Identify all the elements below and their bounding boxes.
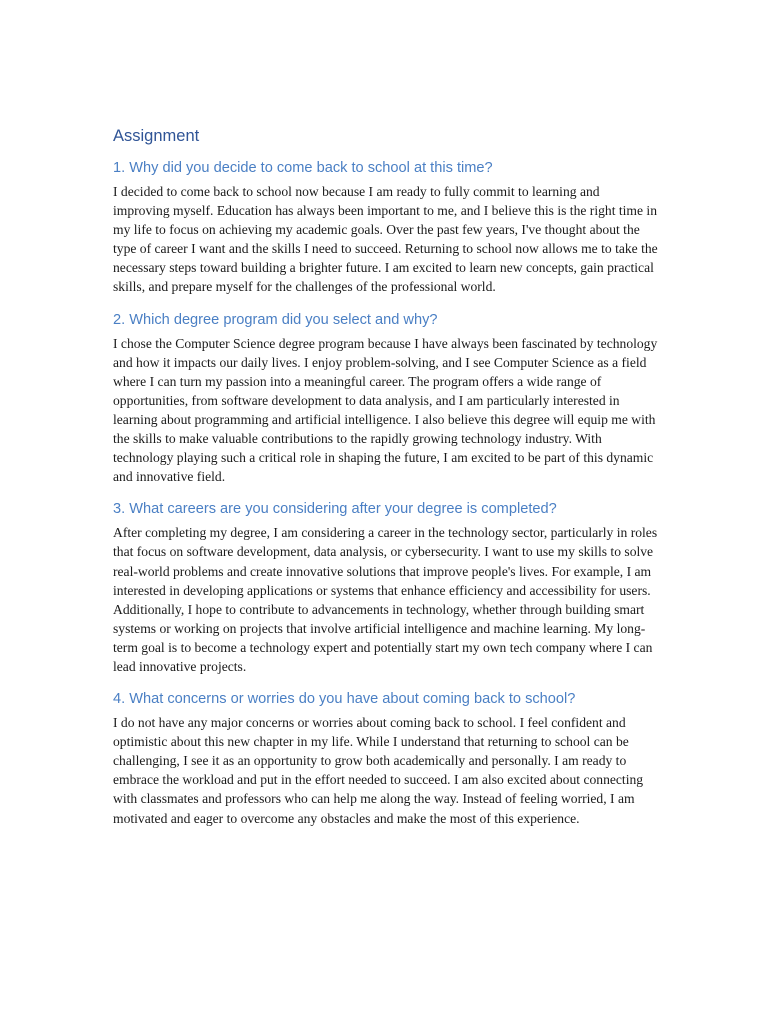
answer-paragraph-2: I chose the Computer Science degree program because I have always been fascinated by technology and how it impacts our daily lives. I enjoy problem-solving, and I see Computer Science as a field where I can turn my passion into a meaningful career. The program offers a wide range of opportunities, from software development to data analysis, and I am particularly interested in learning about programming and artificial intelligence. I also believe this degree will equip me with the skills to make valuable contributions to the rapidly growing technology industry. With technology playing such a critical role in shaping the future, I am excited to be part of this dynamic and innovative field. [113, 335, 658, 485]
question-heading-1: 1. Why did you decide to come back to school at this time? [113, 160, 493, 176]
answer-paragraph-4: I do not have any major concerns or worries about coming back to school. I feel confident and optimistic about this new chapter in my life. While I understand that returning to school can be challenging, I see it as an opportunity to grow both academically and personally. I am ready to embrace the workload and put in the effort needed to succeed. I am also excited about connecting with classmates and professors who can help me along the way. Instead of feeling worried, I am motivated and eager to overcome any obstacles and make the most of this experience. [113, 715, 644, 826]
section-1 [113, 159, 658, 297]
section-3 [113, 500, 658, 676]
answer-paragraph-1: I decided to come back to school now because I am ready to fully commit to learning and improving myself. Education has always been important to me, and I believe this is the right time in my life to focus on achieving my academic goals. Over the past few years, I've thought about the type of career I want and the skills I need to succeed. Returning to school now allows me to take the necessary steps toward building a brighter future. I am excited to learn new concepts, gain practical skills, and prepare myself for the challenges of the professional world. [113, 184, 658, 295]
question-heading-2: 2. Which degree program did you select and why? [113, 311, 438, 328]
question-heading-3: 3. What careers are you considering after your degree is completed? [113, 501, 557, 518]
section-4 [113, 690, 658, 828]
answer-paragraph-3: After completing my degree, I am considering a career in the technology sector, particularly in roles that focus on software development, data analysis, or cybersecurity. I want to use my skills to solve real-world problems and create innovative solutions that improve people's lives. For example, I am interested in developing applications or systems that enhance efficiency and accessibility for users. Additionally, I hope to contribute to advancements in technology, whether through building smart systems or working on projects that involve artificial intelligence and machine learning. My long-term goal is to become a technology expert and potentially start my own tech company where I can lead innovative projects. [113, 525, 658, 674]
document-title: Assignment [113, 127, 200, 145]
question-heading-4: 4. What concerns or worries do you have about coming back to school? [113, 691, 576, 708]
section-2 [113, 311, 658, 487]
